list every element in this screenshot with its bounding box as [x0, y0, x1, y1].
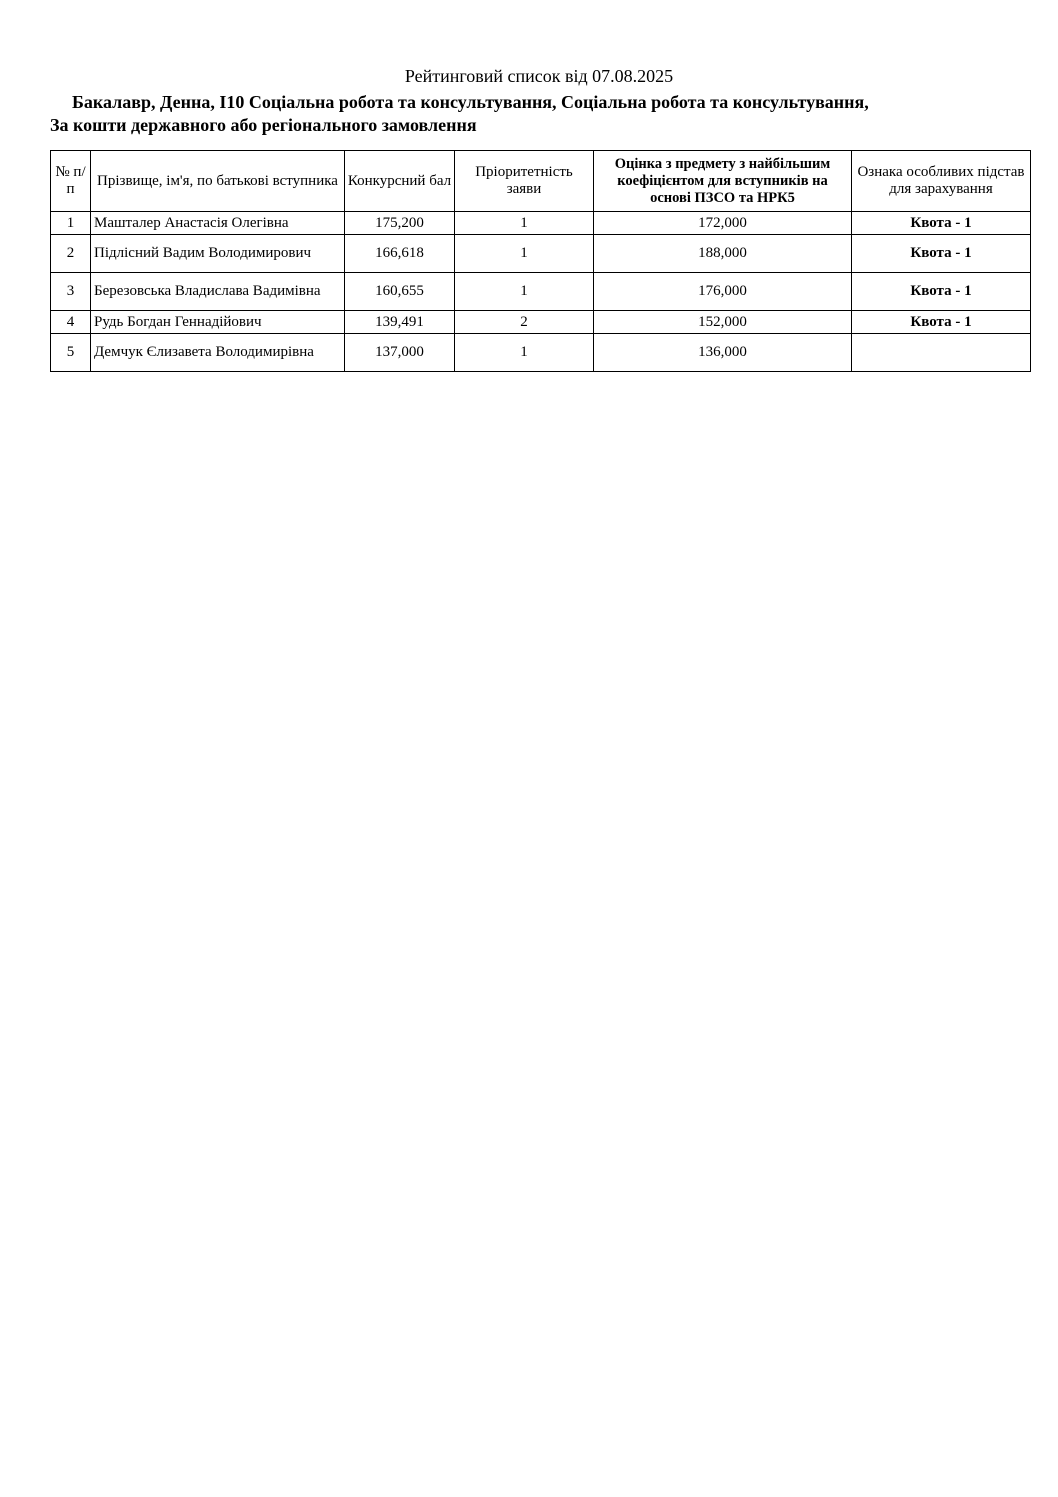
- header-num: № п/п: [51, 151, 91, 212]
- header-priority: Пріоритетність заяви: [455, 151, 594, 212]
- cell-priority: 1: [455, 334, 594, 372]
- cell-num: 3: [51, 273, 91, 311]
- header-basis: Ознака особливих підстав для зарахування: [852, 151, 1031, 212]
- cell-grade: 188,000: [594, 235, 852, 273]
- cell-name: Березовська Владислава Вадимівна: [91, 273, 345, 311]
- header-name: Прізвище, ім'я, по батькові вступника: [91, 151, 345, 212]
- table-header-row: [51, 151, 1031, 212]
- cell-grade: 176,000: [594, 273, 852, 311]
- header-score: Конкурсний бал: [345, 151, 455, 212]
- cell-num: 2: [51, 235, 91, 273]
- table-row: [51, 212, 1031, 235]
- cell-grade: 152,000: [594, 311, 852, 334]
- program-name: Бакалавр, Денна, I10 Соціальна робота та консультування, Соціальна робота та консультування,: [72, 92, 869, 112]
- table-row: [51, 273, 1031, 311]
- cell-priority: 1: [455, 212, 594, 235]
- cell-score: 160,655: [345, 273, 455, 311]
- cell-priority: 2: [455, 311, 594, 334]
- cell-name: Підлісний Вадим Володимирович: [91, 235, 345, 273]
- cell-basis: Квота - 1: [852, 235, 1031, 273]
- cell-num: 1: [51, 212, 91, 235]
- cell-name: Демчук Єлизавета Володимирівна: [91, 334, 345, 372]
- cell-basis: Квота - 1: [852, 311, 1031, 334]
- document-title: Рейтинговий список від 07.08.2025: [404, 66, 674, 86]
- cell-grade: 172,000: [594, 212, 852, 235]
- cell-name: Машталер Анастасія Олегівна: [91, 212, 345, 235]
- table-row: [51, 311, 1031, 334]
- cell-score: 137,000: [345, 334, 455, 372]
- funding-source: За кошти державного або регіонального замовлення: [50, 115, 477, 135]
- table-row: [51, 334, 1031, 372]
- cell-score: 166,618: [345, 235, 455, 273]
- header-grade: Оцінка з предмету з найбільшим коефіцієнтом для вступників на основі ПЗСО та НРК5: [594, 151, 852, 212]
- cell-basis: Квота - 1: [852, 273, 1031, 311]
- program-subtitle: [50, 91, 1040, 137]
- cell-grade: 136,000: [594, 334, 852, 372]
- cell-priority: 1: [455, 273, 594, 311]
- table-row: [51, 235, 1031, 273]
- cell-num: 4: [51, 311, 91, 334]
- rating-table: [50, 150, 1031, 372]
- cell-score: 139,491: [345, 311, 455, 334]
- cell-score: 175,200: [345, 212, 455, 235]
- cell-basis: Квота - 1: [852, 212, 1031, 235]
- cell-num: 5: [51, 334, 91, 372]
- cell-priority: 1: [455, 235, 594, 273]
- cell-name: Рудь Богдан Геннадійович: [91, 311, 345, 334]
- cell-basis: [852, 334, 1031, 372]
